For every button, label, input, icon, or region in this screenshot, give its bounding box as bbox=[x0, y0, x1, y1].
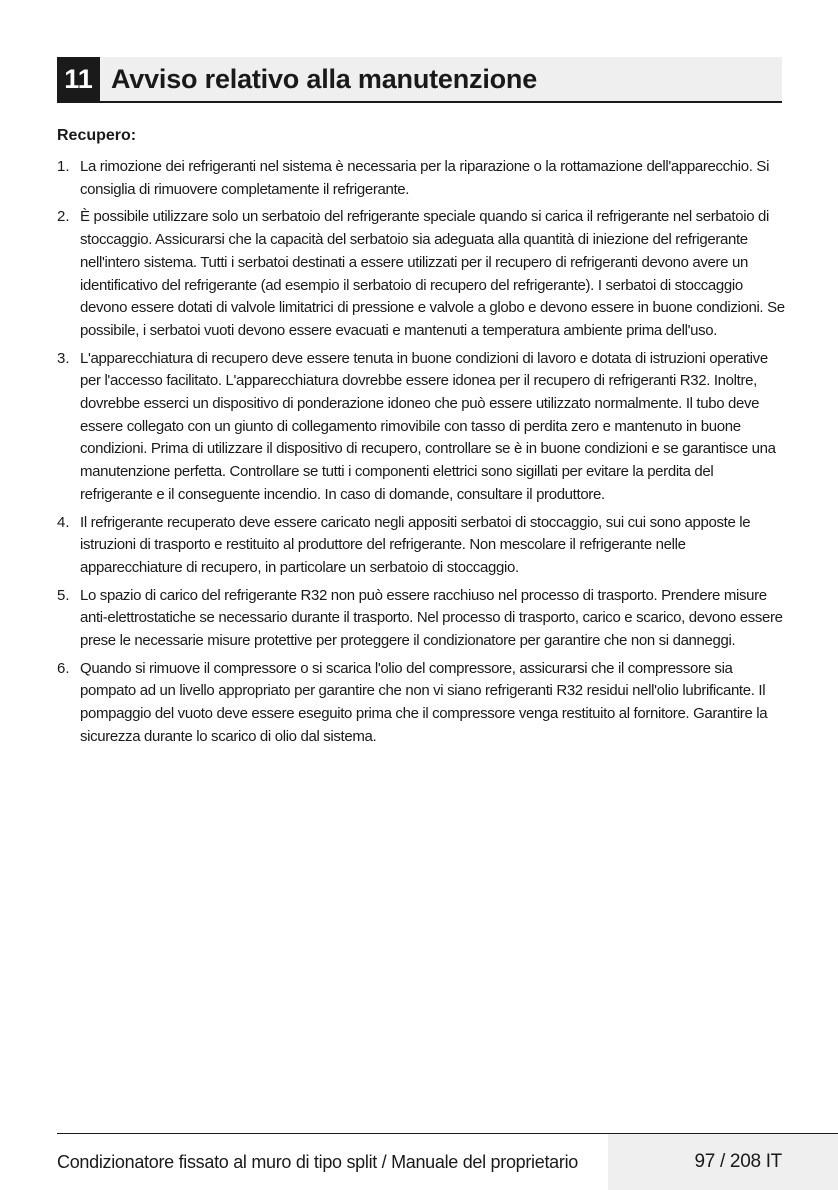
list-item-number: 4. bbox=[57, 513, 70, 531]
list-item bbox=[57, 156, 785, 201]
list-item-text: Lo spazio di carico del refrigerante R32 non può essere racchiuso nel processo di trasporto. Prendere misure anti-elettrostatiche se necessario durante il trasporto. Nel processo di trasporto, carico e scarico, devono essere prese le necessarie misure protettive per proteggere il condizionatore per garantire che non si danneggi. bbox=[80, 586, 783, 650]
list-item bbox=[57, 206, 785, 342]
chapter-title: Avviso relativo alla manutenzione bbox=[111, 63, 538, 94]
recovery-list bbox=[57, 156, 785, 754]
list-item-text: Quando si rimuove il compressore o si scarica l'olio del compressore, assicurarsi che il compressore sia pompato ad un livello appropriato per garantire che non vi siano refrigeranti R32 residui nell'olio lubrificante. Il pompaggio del vuoto deve essere eseguito prima che il compressore venga restituito al fornitore. Garantire la sicurezza durante lo scarico di olio dal sistema. bbox=[80, 659, 768, 745]
list-item-text: La rimozione dei refrigeranti nel sistema è necessaria per la riparazione o la rottamazione dell'apparecchio. Si consiglia di rimuovere completamente il refrigerante. bbox=[80, 158, 770, 198]
list-item-number: 1. bbox=[57, 158, 70, 175]
chapter-header bbox=[57, 57, 782, 103]
chapter-number: 11 bbox=[57, 57, 100, 101]
list-item-number: 3. bbox=[57, 349, 70, 367]
list-item-text: L'apparecchiatura di recupero deve essere tenuta in buone condizioni di lavoro e dotata di istruzioni operative per l'accesso facilitato. L'apparecchiatura dovrebbe essere idonea per il recupero di refrigeranti R32. Inoltre, dovrebbe esserci un dispositivo di ponderazione idoneo che può essere utilizzato normalmente. Il tubo deve essere collegato con un giunto di collegamento rimovibile con tasso di perdita zero e mantenuto in buone condizioni. Prima di utilizzare il dispositivo di recupero, controllare se è in buone condizioni e se garantisce una manutenzione perfetta. Controllare se tutti i componenti elettrici sono sigillati per evitare la perdita del refrigerante e il conseguente incendio. In caso di domande, consultare il produttore. bbox=[80, 349, 776, 503]
list-item-text: Il refrigerante recuperato deve essere caricato negli appositi serbatoi di stoccaggio, sui cui sono apposte le istruzioni di trasporto e restituito al produttore del refrigerante. Non mescolare il refrigerante nelle apparecchiature di recupero, in particolare un serbatoio di stoccaggio. bbox=[80, 513, 751, 576]
list-item bbox=[57, 348, 785, 507]
list-item-number: 6. bbox=[57, 659, 70, 677]
page-number: 97 / 208 IT bbox=[694, 1151, 782, 1172]
list-item-text: È possibile utilizzare solo un serbatoio del refrigerante speciale quando si carica il refrigerante nel serbatoio di stoccaggio. Assicurarsi che la capacità del serbatoio sia adeguata alla quantità di iniezione del refrigerante nell'intero sistema. Tutti i serbatoi destinati a essere utilizzati per il recupero di refrigeranti devono avere un identificativo del refrigerante (ad esempio il serbatoio di recupero del refrigerante). I serbatoi di stoccaggio devono essere dotati di valvole limitatrici di pressione e valvole a globo e devono essere in buone condizioni. Se possibile, i serbatoi vuoti devono essere evacuati e mantenuti a temperatura ambiente prima dell'uso. bbox=[80, 208, 785, 339]
list-item bbox=[57, 512, 785, 580]
list-item bbox=[57, 658, 785, 749]
footer-page-box bbox=[608, 1134, 838, 1190]
list-item bbox=[57, 585, 785, 653]
section-title: Recupero: bbox=[57, 127, 137, 144]
list-item-number: 2. bbox=[57, 208, 70, 226]
list-item-number: 5. bbox=[57, 586, 70, 604]
footer-document-title: Condizionatore fissato al muro di tipo split / Manuale del proprietario bbox=[57, 1152, 578, 1172]
